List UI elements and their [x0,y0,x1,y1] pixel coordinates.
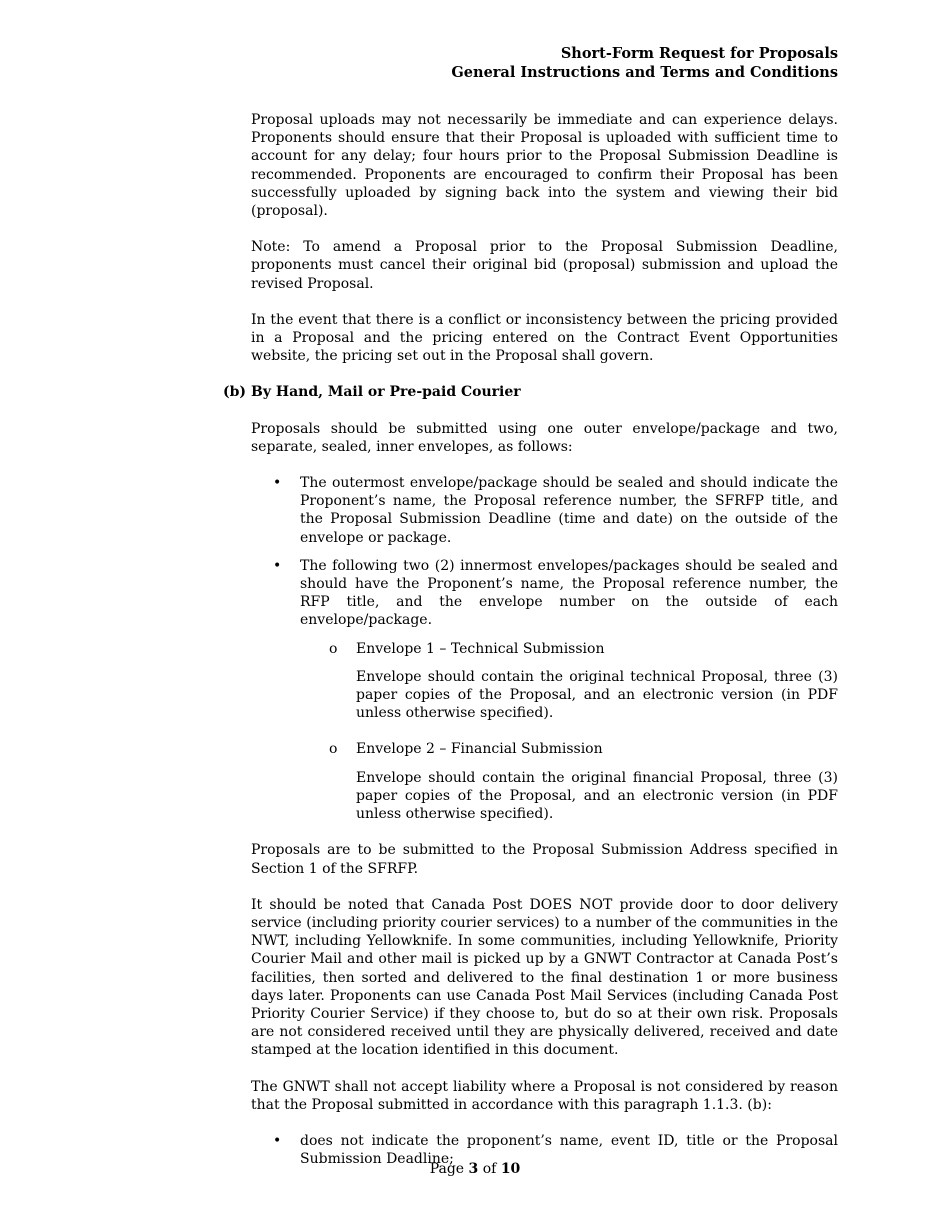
page-footer [0,1160,950,1178]
page-total: 10 [500,1161,521,1177]
list-item [251,474,838,547]
list-item [251,557,838,630]
paragraph-upload-delays: Proposal uploads may not necessarily be immediate and can experience delays. Proponents should ensure that their Proposal is uploaded with sufficient time to account for any delay; four hours prior to the Proposal Submission Deadline is recommended. Proponents are encouraged to confirm their Proposal has been successfully uploaded by signing back into the system and viewing their bid (proposal). [251,112,838,220]
paragraph-liability: The GNWT shall not accept liability where a Proposal is not considered by reason that the Proposal submitted in accordance with this paragraph 1.1.3. (b): [251,1078,838,1113]
paragraph-canada-post: It should be noted that Canada Post DOES NOT provide door to door delivery service (including priority courier services) to a number of the communities in the NWT, including Yellowknife. In some communities, including Yellowknife, Priority Courier Mail and other mail is picked up by a GNWT Contractor at Canada Post’s facilities, then sorted and delivered to the final destination 1 or more business days later. Proponents can use Canada Post Mail Services (including Canada Post Priority Courier Service) if they choose to, but do so at their own risk. Proposals are not considered received until they are physically delivered, received and date stamped at the location identified in this document. [251,896,838,1059]
page-label: Page [429,1161,465,1177]
paragraph-pricing-conflict: In the event that there is a conflict or inconsistency between the pricing provided in a Proposal and the pricing entered on the Contract Event Opportunities website, the pricing set out in the Proposal shall govern. [251,311,838,365]
envelope-1-title: Envelope 1 – Technical Submission [356,640,605,657]
paragraph-submission-address: Proposals are to be submitted to the Proposal Submission Address specified in Section 1 of the SFRFP. [251,842,838,877]
section-letter: (b) [223,384,247,401]
bullet-icon: • [273,1132,282,1149]
bullet-icon: • [273,557,282,574]
document-header [451,44,838,82]
envelope-1-body: Envelope should contain the original technical Proposal, three (3) paper copies of the Proposal, and an electronic version (in PDF unless otherwise specified). [356,668,838,722]
circle-bullet-icon: o [329,741,338,758]
envelope-2-body: Envelope should contain the original financial Proposal, three (3) paper copies of the Proposal, and an electronic version (in PDF unless otherwise specified). [356,769,838,823]
bullet-icon: • [273,475,282,492]
paragraph-envelope-intro: Proposals should be submitted using one outer envelope/package and two, separate, sealed, inner envelopes, as follows: [251,420,838,455]
page-of: of [482,1161,497,1177]
section-title: By Hand, Mail or Pre-paid Courier [251,384,521,401]
page-body [223,111,838,1178]
sub-list-item [300,740,838,823]
bullet-text: does not indicate the proponent’s name, event ID, title or the Proposal Submission Deadline; [300,1132,838,1168]
paragraph-amend-note: Note: To amend a Proposal prior to the Proposal Submission Deadline, proponents must cancel their original bid (proposal) submission and upload the revised Proposal. [251,239,838,292]
page-current: 3 [468,1161,479,1177]
envelope-bullet-list [251,474,838,823]
envelope-2-title: Envelope 2 – Financial Submission [356,741,603,758]
section-heading-b [223,383,838,401]
header-title-line2: General Instructions and Terms and Conditions [451,64,838,81]
envelope-sub-list [251,640,838,824]
sub-list-item [300,640,838,723]
bullet-text: The outermost envelope/package should be sealed and should indicate the Proponent’s name, the Proposal reference number, the SFRFP title, and the Proposal Submission Deadline (time and date) on the outside of the envelope or package. [300,475,838,546]
circle-bullet-icon: o [329,640,338,657]
bullet-text: The following two (2) innermost envelopes/packages should be sealed and should have the Proponent’s name, the Proposal reference number, the RFP title, and the envelope number on the outside of each envelope/package. [300,557,838,629]
header-title-line1: Short-Form Request for Proposals [560,45,838,62]
